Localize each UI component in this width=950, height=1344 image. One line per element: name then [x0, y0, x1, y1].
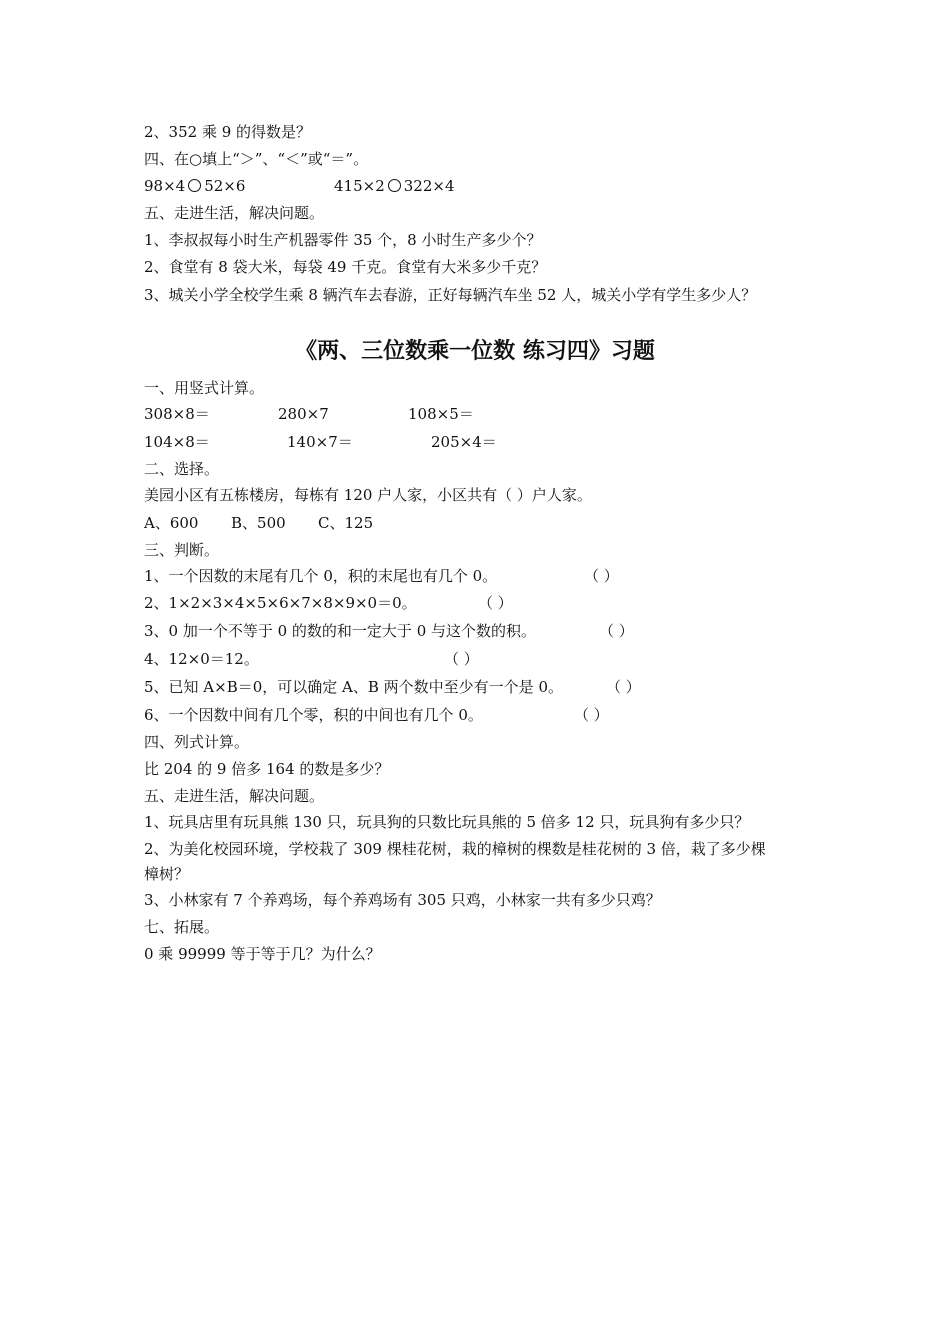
compare-2-right: 322×4 [403, 177, 455, 195]
calc-item: 104×8＝ [144, 433, 210, 451]
top-section-4-heading: 四、在○填上“＞”、“＜”或“＝”。 [144, 150, 369, 168]
judge-answer-blank[interactable]: （ ） [584, 567, 619, 585]
part4-heading: 四、列式计算。 [144, 733, 250, 751]
compare-1-right: 52×6 [204, 177, 246, 195]
top-problem-1: 1、李叔叔每小时生产机器零件 35 个，8 小时生产多少个？ [144, 231, 542, 249]
judge-text: 1、一个因数的末尾有几个 0，积的末尾也有几个 0。 [144, 567, 498, 585]
judge-text: 4、12×0＝12。 [144, 650, 259, 668]
page-title: 《两、三位数乘一位数 练习四》习题 [295, 339, 655, 364]
judge-answer-blank[interactable]: （ ） [478, 594, 513, 612]
compare-1-circle[interactable] [188, 179, 201, 192]
option-c[interactable]: C、125 [318, 514, 374, 532]
judge-text: 5、已知 A×B＝0，可以确定 A、B 两个数中至少有一个是 0。 [144, 678, 563, 696]
top-problem-3: 3、城关小学全校学生乘 8 辆汽车去春游，正好每辆汽车坐 52 人，城关小学有学生多少人？ [144, 286, 757, 304]
judge-text: 6、一个因数中间有几个零，积的中间也有几个 0。 [144, 706, 483, 724]
option-b[interactable]: B、500 [231, 514, 286, 532]
part5-problem-3: 3、小林家有 7 个养鸡场，每个养鸡场有 305 只鸡，小林家一共有多少只鸡？ [144, 891, 661, 909]
part5-problem-2-line-2: 樟树？ [144, 865, 190, 883]
option-a[interactable]: A、600 [144, 514, 199, 532]
top-question-2: 2、352 乘 9 的得数是？ [144, 123, 312, 141]
judge-text: 2、1×2×3×4×5×6×7×8×9×0＝0。 [144, 594, 417, 612]
compare-2-circle[interactable] [388, 179, 401, 192]
part5-heading: 五、走进生活，解决问题。 [144, 787, 325, 805]
part7-heading: 七、拓展。 [144, 918, 220, 936]
judge-answer-blank[interactable]: （ ） [574, 706, 609, 724]
compare-1-left: 98×4 [144, 177, 186, 195]
compare-1 [144, 176, 245, 196]
calc-item: 140×7＝ [287, 433, 353, 451]
calc-item: 108×5＝ [408, 405, 474, 423]
calc-item: 205×4＝ [431, 433, 497, 451]
part1-heading: 一、用竖式计算。 [144, 379, 265, 397]
judge-answer-blank[interactable]: （ ） [606, 678, 641, 696]
part4-question: 比 204 的 9 倍多 164 的数是多少？ [144, 760, 390, 778]
calc-item: 280×7 [278, 405, 329, 423]
judge-answer-blank[interactable]: （ ） [599, 622, 634, 640]
top-section-5-heading: 五、走进生活，解决问题。 [144, 204, 325, 222]
compare-2 [334, 176, 455, 196]
part5-problem-2-line-1: 2、为美化校园环境，学校栽了 309 棵桂花树，栽的樟树的棵数是桂花树的 3 倍，栽了多少棵 [144, 840, 766, 858]
part5-problem-1: 1、玩具店里有玩具熊 130 只，玩具狗的只数比玩具熊的 5 倍多 12 只，玩具狗有多少只？ [144, 813, 750, 831]
calc-item: 308×8＝ [144, 405, 210, 423]
judge-text: 3、0 加一个不等于 0 的数的和一定大于 0 与这个数的积。 [144, 622, 537, 640]
part7-question: 0 乘 99999 等于等于几？为什么？ [144, 945, 381, 963]
top-problem-2: 2、食堂有 8 袋大米，每袋 49 千克。食堂有大米多少千克？ [144, 258, 547, 276]
part3-heading: 三、判断。 [144, 541, 220, 559]
compare-2-left: 415×2 [334, 177, 385, 195]
part2-heading: 二、选择。 [144, 460, 220, 478]
judge-answer-blank[interactable]: （ ） [444, 650, 479, 668]
part2-question: 美园小区有五栋楼房，每栋有 120 户人家，小区共有（ ）户人家。 [144, 486, 592, 504]
